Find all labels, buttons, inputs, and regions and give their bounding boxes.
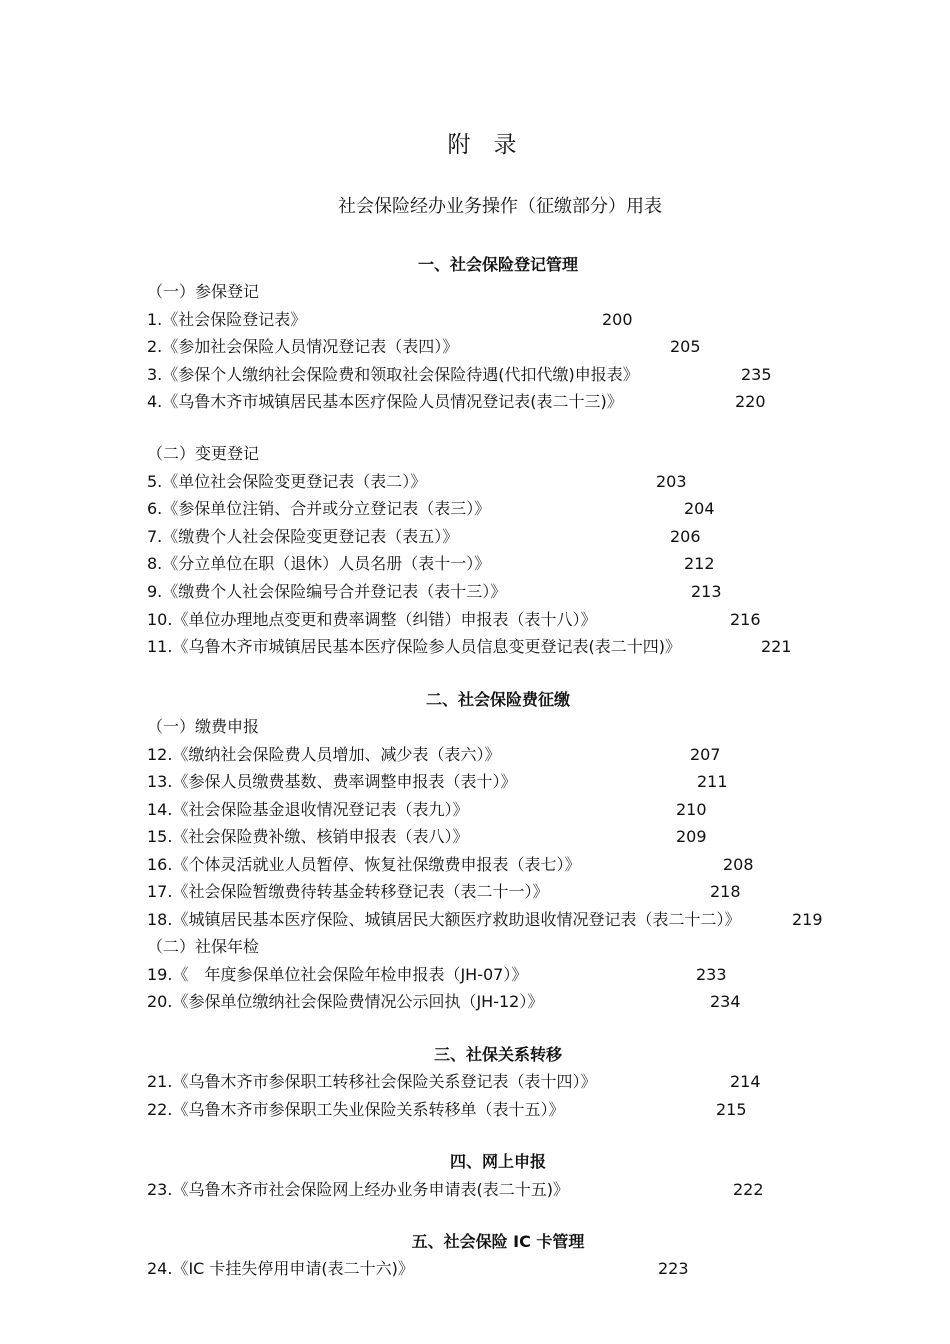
toc-page-number: 212: [684, 554, 715, 573]
toc-page-number: 221: [761, 637, 792, 656]
toc-page-number: 235: [741, 365, 772, 384]
toc-page-number: 206: [670, 527, 701, 546]
toc-entry: 24.《IC 卡挂失停用申请(表二十六)》: [147, 1259, 414, 1278]
toc-page-number: 216: [730, 610, 761, 629]
toc-entry: 21.《乌鲁木齐市参保职工转移社会保险关系登记表（表十四）》: [147, 1072, 597, 1091]
toc-page-number: 208: [723, 855, 754, 874]
toc-entry: 18.《城镇居民基本医疗保险、城镇居民大额医疗救助退收情况登记表（表二十二）》: [147, 910, 741, 929]
toc-entry: 20.《参保单位缴纳社会保险费情况公示回执（JH-12）》: [147, 992, 544, 1011]
toc-entry: 14.《社会保险基金退收情况登记表（表九）》: [147, 800, 469, 819]
toc-page-number: 223: [658, 1259, 689, 1278]
toc-entry: 13.《参保人员缴费基数、费率调整申报表（表十）》: [147, 772, 517, 791]
toc-page-number: 207: [690, 745, 721, 764]
section-heading: 一、社会保险登记管理: [417, 255, 578, 274]
group-label: （一）参保登记: [147, 282, 260, 301]
section-heading: 二、社会保险费征缴: [425, 690, 570, 709]
section-heading: 三、社保关系转移: [433, 1045, 562, 1064]
toc-page-number: 200: [602, 310, 633, 329]
toc-entry: 11.《乌鲁木齐市城镇居民基本医疗保险参人员信息变更登记表(表二十四)》: [147, 637, 681, 656]
page-title: 附 录: [447, 132, 517, 158]
toc-entry: 1.《社会保险登记表》: [147, 310, 307, 329]
section-heading: 五、社会保险 IC 卡管理: [411, 1232, 585, 1251]
toc-page-number: 218: [710, 882, 741, 901]
toc-entry: 6.《参保单位注销、合并或分立登记表（表三）》: [147, 499, 491, 518]
toc-entry: 3.《参保个人缴纳社会保险费和领取社会保险待遇(代扣代缴)申报表》: [147, 365, 639, 384]
toc-entry: 17.《社会保险暂缴费待转基金转移登记表（表二十一）》: [147, 882, 549, 901]
toc-page-number: 214: [730, 1072, 761, 1091]
page-subtitle: 社会保险经办业务操作（征缴部分）用表: [338, 196, 662, 217]
toc-page-number: 233: [696, 965, 727, 984]
toc-page-number: 213: [691, 582, 722, 601]
toc-entry: 8.《分立单位在职（退休）人员名册（表十一）》: [147, 554, 491, 573]
toc-entry: 9.《缴费个人社会保险编号合并登记表（表十三）》: [147, 582, 507, 601]
toc-entry: 12.《缴纳社会保险费人员增加、减少表（表六）》: [147, 745, 501, 764]
toc-entry: 5.《单位社会保险变更登记表（表二）》: [147, 472, 427, 491]
toc-entry: 16.《个体灵活就业人员暂停、恢复社保缴费申报表（表七）》: [147, 855, 581, 874]
toc-page-number: 205: [670, 337, 701, 356]
toc-entry: 7.《缴费个人社会保险变更登记表（表五）》: [147, 527, 459, 546]
toc-page-number: 209: [676, 827, 707, 846]
toc-entry: 22.《乌鲁木齐市参保职工失业保险关系转移单（表十五）》: [147, 1100, 565, 1119]
group-label: （二）变更登记: [147, 444, 260, 463]
toc-entry: 2.《参加社会保险人员情况登记表（表四）》: [147, 337, 459, 356]
toc-page-number: 211: [697, 772, 728, 791]
toc-entry: 10.《单位办理地点变更和费率调整（纠错）申报表（表十八）》: [147, 610, 597, 629]
group-label: （二）社保年检: [147, 937, 260, 956]
toc-page-number: 220: [735, 392, 766, 411]
toc-page-number: 210: [676, 800, 707, 819]
toc-entry: 4.《乌鲁木齐市城镇居民基本医疗保险人员情况登记表(表二十三)》: [147, 392, 623, 411]
toc-entry: 15.《社会保险费补缴、核销申报表（表八）》: [147, 827, 469, 846]
toc-entry: 19.《 年度参保单位社会保险年检申报表（JH-07）》: [147, 965, 528, 984]
toc-page-number: 219: [792, 910, 823, 929]
toc-page-number: 215: [716, 1100, 747, 1119]
section-heading: 四、网上申报: [449, 1152, 546, 1171]
toc-page-number: 222: [733, 1180, 764, 1199]
toc-page-number: 234: [710, 992, 741, 1011]
toc-entry: 23.《乌鲁木齐市社会保险网上经办业务申请表(表二十五)》: [147, 1180, 569, 1199]
toc-page-number: 203: [656, 472, 687, 491]
toc-page-number: 204: [684, 499, 715, 518]
group-label: （一）缴费申报: [147, 717, 260, 736]
